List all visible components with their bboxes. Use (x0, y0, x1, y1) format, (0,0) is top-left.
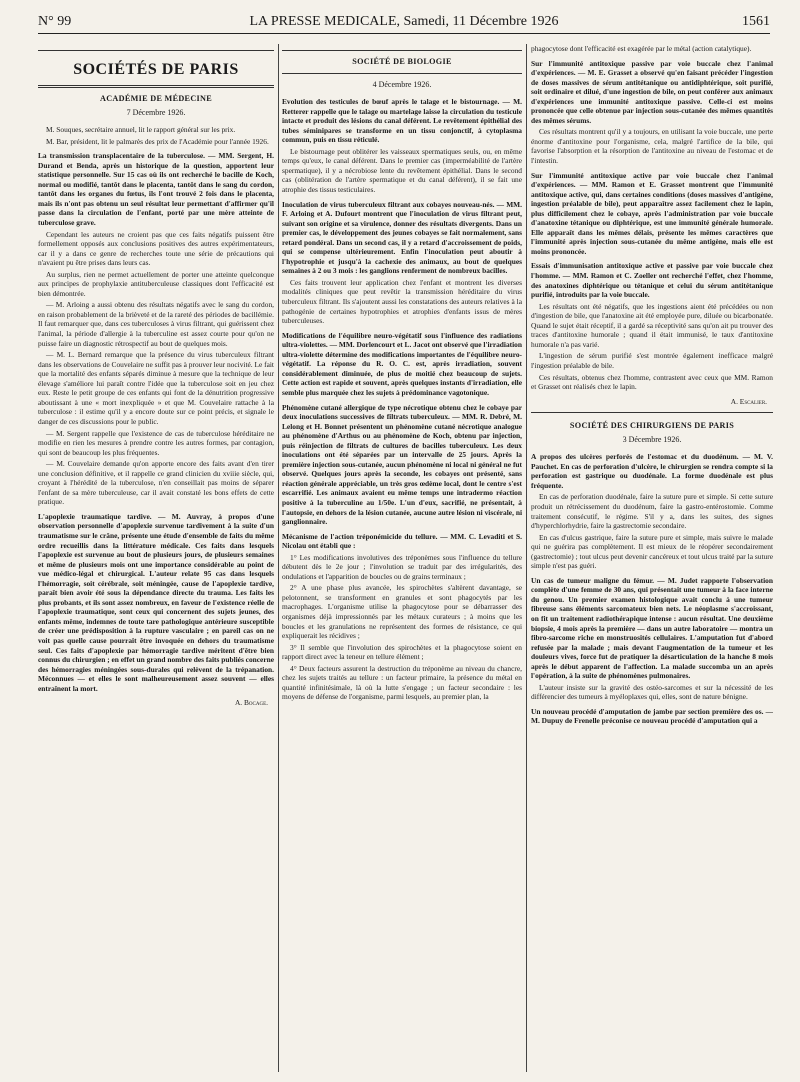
paragraph: M. Souques, secrétaire annuel, lit le rapport général sur les prix. (46, 125, 236, 135)
issue-number: N° 99 (38, 14, 72, 29)
column-1 (38, 44, 274, 1076)
column-divider (526, 44, 527, 1072)
divider (38, 85, 274, 88)
article-heading: La transmission transplacentaire de la tuberculose. — MM. Sergent, H. Durand et Benda, après un historique de la question, apportent leur statistique personnelle. Sur 15 cas où ils ont recherché le bacille de Koch, normal ou modifié, tantôt dans le placenta, tantôt dans le sang du cordon, tantôt dans les organes du fœtus, ils l'ont trouvé 2 fois dans le placenta, mais ils n'ont pas obtenu un seul résultat leur permettant d'affirmer qu'il passe dans la circulation de l'enfant, porté par une mère atteinte de tuberculose grave. (38, 151, 274, 228)
paragraph: 1° Les modifications involutives des tréponèmes sous l'influence du tellure débutent dès le 2e jour ; l'involution se traduit par des irrégularités, des ondulations et l'apparition de boucles ou de grains terminaux ; (282, 552, 522, 581)
article-heading: Mécanisme de l'action tréponémicide du tellure. — MM. C. Levaditi et S. Nicolau ont établi que : (282, 531, 522, 551)
society-title: SOCIÉTÉ DES CHIRURGIENS DE PARIS (569, 421, 735, 431)
divider (38, 50, 274, 51)
article-heading: L'apoplexie traumatique tardive. — M. Auvray, à propos d'une observation personnelle d'apoplexie survenue tardivement à la suite d'un traumatisme sur le crâne, présente une étude d'ensemble de faits du même ordre recueillis dans la littérature médicale. Ces faits dans lesquels l'apoplexie est survenue au bout de plusieurs jours, de plusieurs semaines et même de plusieurs mois ont une importance considérable au point de vue médico-légal et chirurgical. L'auteur relate 95 cas dans lesquels l'hémorragie, soit cérébrale, soit méningée, cause de l'apoplexie tardive, paraît bien avoir été sous la dépendance directe du trauma. Les faits les plus probants, et ils sont assez nombreux, en faveur de l'existence réelle de l'apoplexie traumatique, sont ceux qui concernent des sujets jeunes, des enfants même, indemnes de toute tare pathologique antérieure susceptible de créer une prédisposition à la rupture vasculaire ; en pareil cas on ne voit pas quelle cause pourrait être invoquée en dehors du traumatisme seul. Ces faits d'apoplexie par hémorragie tardive méritent d'être bien connus du chirurgien ; en effet un grand nombre des faits publiés concerne des hémorragies méningées sous-durales qui relèvent de la trépanation. Méconnues — et elles le sont malheureusement assez souvent — elles entraînent la mort. (38, 511, 274, 693)
article-heading: Modifications de l'équilibre neuro-végétatif sous l'influence des radiations ultra-violettes. — MM. Dorlencourt et L. Jacot ont observé que l'irradiation ultra-violette détermine des modifications importantes de l'équilibre neuro-végétatif. La réponse du R. O. C. est, après irradiation, souvent considérablement diminuée, de plus de moitié chez beaucoup de sujets. Cette action est rapide et souvent, après quelques instants d'irradiation, elle semble plus marquée chez les sujets à prédominance vagotonique. (282, 330, 522, 397)
paragraph: 3° Il semble que l'involution des spirochètes et la phagocytose soient en rapport direct avec la teneur en tellure élément ; (282, 642, 522, 662)
paragraph: Les résultats ont été négatifs, que les ingestions aient été précédées ou non d'ingestion de bile, que l'anatoxine ait été employée pure, diluée ou bicarbonatée. Quand le sujet était réceptif, il a gardé sa réceptivité sans qu'on ait pu trouver des traces d'antitoxine humorale ; quand il était immunisé, le taux d'antitoxine humorale n'a pas varié. (531, 301, 773, 349)
society-title: SOCIÉTÉ DE BIOLOGIE (352, 57, 452, 66)
paragraph: 4° Deux facteurs assurent la destruction du tréponème au niveau du chancre, chez les sujets traités au tellure : un facteur primaire, la présence du métal en quantité infinitésimale, là où la lutte s'engage ; un facteur secondaire : les moyens de défense de l'organisme, parmi lesquels, au premier plan, la (282, 663, 522, 702)
paragraph: — M. Sergent rappelle que l'existence de cas de tuberculose héréditaire ne modifie en rien les mesures à prendre contre les autres formes, par contagion, qui sont de beaucoup les plus fréquentes. (38, 428, 274, 457)
article-heading: Essais d'immunisation antitoxique active et passive par voie buccale chez l'homme. — MM. Ramon et C. Zoeller ont recherché l'effet, chez l'homme, des anatoxines diphtérique ou tétanique et celui du sérum antitétanique purifié, introduits par la voie buccale. (531, 261, 773, 300)
page-header (38, 14, 770, 34)
paragraph: Ces résultats, obtenus chez l'homme, contrastent avec ceux que MM. Ramon et Grasset ont réalisés chez le lapin. (531, 372, 773, 392)
divider (531, 412, 773, 413)
meeting-date: 7 Décembre 1926. (126, 107, 186, 117)
author-signature: A. Bocage. (234, 698, 268, 708)
paragraph: Ces faits trouvent leur application chez l'enfant et montrent les diverses modalités cliniques que peut revêtir la transmission héréditaire du virus tuberculeux filtrant. Ils s'ajoutent aussi les constatations des auteurs relatives à la pathogénie de certaines hypotrophies et atrophies d'enfants issus de mères tuberculeuses. (282, 277, 522, 326)
article-heading: Sur l'immunité antitoxique passive par voie buccale chez l'animal d'expériences. — M. E. Grasset a observé qu'en faisant précéder l'ingestion de doses massives de sérum antitétanique ou antidiphtérique, soit purifié, soit ordinaire et dilué, d'une ingestion de bile, on peut conférer aux animaux d'expériences une immunité antitoxique passive. Celle-ci est moins prononcée que celle obtenue par injection sous-cutanée des mêmes quantités des mêmes sérums. (531, 58, 773, 125)
paragraph: Au surplus, rien ne permet actuellement de porter une atteinte quelconque aux principes de prophylaxie antituberculeuse classiques dont l'efficacité est bien démontrée. (38, 269, 274, 298)
section-title: SOCIÉTÉS DE PARIS (73, 61, 239, 78)
paragraph: — M. Arloing a aussi obtenu des résultats négatifs avec le sang du cordon, en raison probablement de la brièveté et de la rareté des périodes de bacillémie. Il faut remarquer que, dans ces tuberculoses à virus filtrant, qui guérissent chez l'animal, la période d'allergie à la tuberculine est assez courte pour qu'on ne puisse faire un diagnostic rétrospectif au bout de quelques mois. (38, 300, 274, 348)
article-heading: Evolution des testicules de bœuf après le talage et le bistournage. — M. Retterer rappelle que le talage ou martelage laisse la circulation du testicule intacte et produit des lésions du canal déférent. Le revêtement épithélial des tubes séminipares se transforme en un tissu conjonctif, à cytoplasma commun, puis en tissu réticulé. (282, 97, 522, 145)
paragraph: M. Bar, président, lit le palmarès des prix de l'Académie pour l'année 1926. (46, 136, 269, 146)
journal-title: LA PRESSE MEDICALE, Samedi, 11 Décembre 1926 (249, 14, 559, 29)
meeting-date: 4 Décembre 1926. (372, 79, 432, 89)
paragraph: L'auteur insiste sur la gravité des ostéo-sarcomes et sur la nécessité de les différencier des tumeurs à myéloplaxes qui, elles, sont de nature bénigne. (531, 682, 773, 702)
paragraph: — M. L. Bernard remarque que la présence du virus tuberculeux filtrant dans les observations de Couvelaire ne suffit pas à prouver leur nocivité. Le fait que la mortalité des enfants séparés diminue à mesure que la technique de leur élevage s'améliore lui paraît contre l'idée que la tuberculose soit en jeu chez eux. Reste le petit groupe de ces enfants qui font de la dénutrition progressive aboutissant à une « mort inexpliquée » et que M. Couvelaire rattache à la tuberculose : il estime qu'il y a encore doute sur ce point précis, et signale le danger de ces discussions pour le public. (38, 350, 274, 426)
page-number: 1561 (742, 14, 770, 29)
meeting-date: 3 Décembre 1926. (622, 434, 682, 444)
paragraph: En cas de perforation duodénale, faire la suture pure et simple. Si cette suture produit un rétrécissement du duodénum, faire la gastro-entérostomie. Comme traitement consécutif, le régime. S'il y a, dans les suites, des signes d'hyperchlorhydrie, faire la gastrectomie secondaire. (531, 492, 773, 531)
paragraph: Cependant les auteurs ne croient pas que ces faits négatifs puissent être formellement opposés aux conclusions positives des autres expérimentateurs, car il y a dans ce genre de recherches toute une série de précautions qui n'avaient pu être prises dans leurs cas. (38, 229, 274, 268)
author-signature: A. Escalier. (730, 396, 767, 406)
paragraph: En cas d'ulcus gastrique, faire la suture pure et simple, mais suivre le malade qui ne guérira pas complètement. Il est mieux de le réopérer secondairement (gastrectomie) ; tout ulcus peut devenir cancéreux et tout ulcus traité par la suture simple n'est pas guéri. (531, 532, 773, 571)
paragraph: L'ingestion de sérum purifié s'est montrée également inefficace malgré l'ingestion préalable de bile. (531, 351, 773, 370)
column-divider (278, 44, 279, 1072)
paragraph: Ces résultats montrent qu'il y a toujours, en utilisant la voie buccale, une perte énorme d'antitoxine pour l'organisme, cela, malgré l'artifice de la bile, qui favorise l'absorption et la résorption de l'antitoxine au niveau de l'estomac et de l'intestin. (531, 127, 773, 166)
article-heading: Sur l'immunité antitoxique active par voie buccale chez l'animal d'expériences. — MM. Ramon et E. Grasset montrent que l'immunité antitoxique active, qui, dans certaines conditions (doses massives d'antigène, ingestion préalable de bile), peut apparaître assez facilement chez le lapin, plus difficilement chez le cobaye, après l'administration par voie buccale d'anatoxine tétanique ou diphtérique, est une immunité générale humorale. Elle apparaît dans les mêmes délais, présente les mêmes caractères que l'immunité après injection sous-cutanée du même antigène, mais elle est moins prononcée. (531, 170, 773, 256)
article-heading: Phénomène cutané allergique de type nécrotique obtenu chez le cobaye par deux inoculations successives de filtrats tuberculeux. — MM. R. Debré, M. Lelong et H. Bonnet présentent un phénomène cutané nécrotique analogue au phénomène d'Arthus ou au phénomène de Koch, obtenu par injection, puis réinjection de filtrats de cultures de bacilles tuberculeux. Les deux inoculations ont été séparées par un intervalle de 25 jours. Après la première injection sous-cutanée, aucun phénomène ni local ni général ne fut observé. Quelques jours après la seconde, les cobayes ont présenté, sans réaction générale appréciable, un très gros œdème local, dont le centre s'est escarrifié. Les animaux avaient eu même temps une intradermo réaction positive à la tuberculine au 1/50e. L'un d'eux, sacrifié, ne présentait, à l'autopsie, en dehors de la lésion cutanée, aucune autre lésion ni viscérale, ni ganglionnaire. (282, 402, 522, 527)
paragraph: 2° A une phase plus avancée, les spirochètes s'altèrent davantage, se pelotonnent, se transforment en granules et sont phagocytés par les macrophages. L'organisme utilise la phagocytose pour se débarrasser des organismes déjà impressionnés par les métaux curateurs ; à moins que les boucles et les granulations ne représentent des formes de résistance, ce qui expliquerait les récidives ; (282, 583, 522, 641)
column-3 (531, 44, 773, 1076)
divider (282, 50, 522, 51)
society-title: ACADÉMIE DE MÉDECINE (100, 94, 212, 103)
divider (282, 73, 522, 74)
article-heading: A propos des ulcères perforés de l'estomac et du duodénum. — M. V. Pauchet. En cas de perforation d'ulcère, le chirurgien se rendra compte si la perforation est gastrique ou duodénale. La forme duodénale est plus fréquente. (531, 452, 773, 490)
paragraph: — M. Couvelaire demande qu'on apporte encore des faits avant d'en tirer une conclusion définitive, et il rappelle ce grand clinicien du xviiie siècle, qui, croyant à l'hérédité de la tuberculose, n'en conseillait pas moins de séparer l'enfant de sa mère tuberculeuse, car il avait constaté les bons effets de cette pratique. (38, 459, 274, 507)
article-heading: Inoculation de virus tuberculeux filtrant aux cobayes nouveau-nés. — MM. F. Arloing et A. Dufourt montrent que l'inoculation de virus filtrant peut, suivant son origine et sa virulence, donner des résultats divergents. Dans un premier cas, le développement des jeunes cobayes se fait normalement, sans retard pondéral. Dans un second cas, il y a retard d'accroissement de poids, qui se compense ultérieurement. Enfin l'inoculation peut aboutir à l'hypotrophie et jusqu'à la cachexie des animaux, au bout de quelques semaines à 2 ou 3 mois : les ganglions renferment de nombreux bacilles. (282, 199, 522, 276)
paragraph: Le bistournage peut oblitérer les vaisseaux spermatiques seuls, ou, en même temps qu'eux, le canal déférent. Dans le premier cas (imperméabilité de l'artère spermatique), il y a nécrobiose lente du revêtement épithélial. Dans le second cas (oblitération de l'artère spermatique et du canal déférent), il se fait une atrophie des tissus testiculaires. (282, 146, 522, 195)
paragraph: phagocytose dont l'efficacité est exagérée par le métal (action catalytique). (531, 44, 752, 53)
article-heading: Un cas de tumeur maligne du fémur. — M. Judet rapporte l'observation complète d'une femme de 30 ans, qui présentait une tumeur à la face interne du genou. Un premier examen histologique avait conclu à une tumeur fibreuse sans éléments sarcomateux bien nets. Le néoplasme s'accroissant, on fit un traitement radiothérapique intense : aucun résultat. Une deuxième biopsie, 4 mois après la première — dans un autre laboratoire — montra un fibro-sarcome riche en monstruosités cellulaires. L'amputation fut d'abord refusée par la malade ; mais devant l'augmentation de la tumeur et les douleurs vives, force fut de pratiquer la désarticulation de la hanche 8 mois après le début apparent de l'affection. La malade succomba un an après l'opération, à la suite de phénomènes pulmonaires. (531, 575, 773, 681)
column-2 (282, 44, 522, 1076)
article-heading: Un nouveau procédé d'amputation de jambe par section première des os. — M. Dupuy de Frenelle préconise ce nouveau procédé d'amputation qui a (531, 706, 773, 726)
